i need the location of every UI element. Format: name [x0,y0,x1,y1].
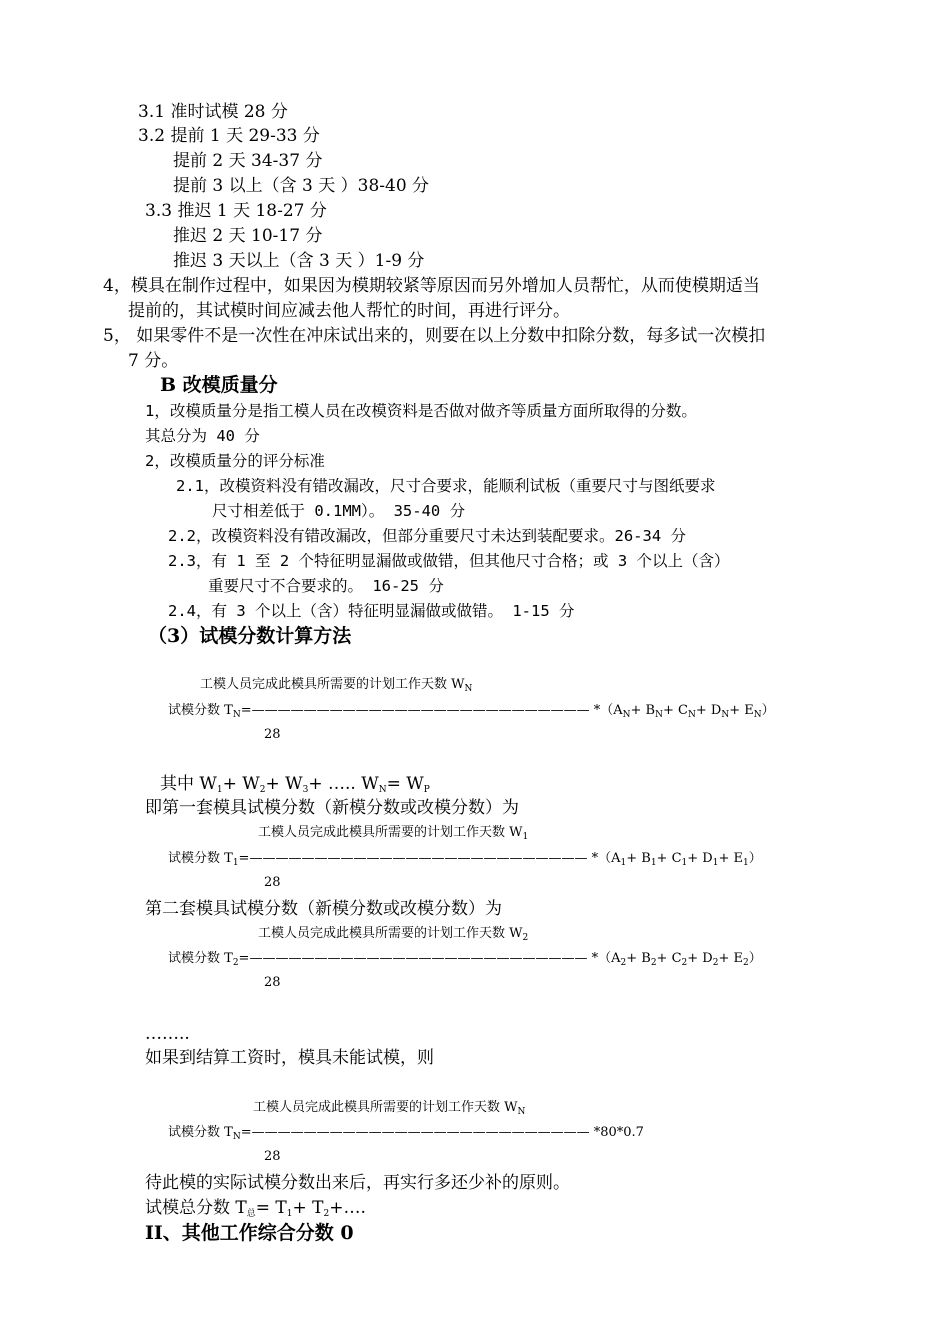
where-line: 其中 $W_1+ W_2+ W_3+$ ….. $W_N= W_P$ [160,774,430,795]
criteria-2-1-line1: 2.1，改模资料没有错改漏改，尺寸合要求，能顺利试板（重要尺寸与图纸要求 [176,477,716,495]
criteria-2-2: 2.2，改模资料没有错改漏改，但部分重要尺寸未达到装配要求。26-34 分 [168,527,686,545]
formula-n-body: 试模分数 $T_N=——————————————————————————$ $*(A_N+ B_N+ C_N+ D_N+ E_N)$ [168,703,775,720]
criteria-2-4: 2.4，有 3 个以上（含）特征明显漏做或做错。 1-15 分 [168,602,575,620]
criteria-2-3-line2: 重要尺寸不合要求的。 16-25 分 [208,577,444,595]
section-b-p1-line2: 其总分为 40 分 [145,427,260,445]
item-5-line1: 5， 如果零件不是一次性在冲床试出来的，则要在以上分数中扣除分数，每多试一次模扣 [103,326,766,346]
formula-1-body: 试模分数 $T_1=——————————————————————————$ $*(A_1+ B_1+ C_1+ D_1+ E_1)$ [168,851,762,868]
calc-method-heading: （3）试模分数计算方法 [148,625,352,647]
rule-3-2-b: 提前 2 天 34-37 分 [173,151,323,171]
rule-3-2: 3.2 提前 1 天 29-33 分 [138,126,320,146]
total-score-line: 试模总分数 $T_总= T_1+$ $T_2+\dots$. [145,1198,366,1219]
item-5-line2: 7 分。 [128,351,179,371]
formula-fixed-numerator: 工模人员完成此模具所需要的计划工作天数 $W_N$ [253,1100,526,1117]
formula-1-denominator: 28 [264,875,281,890]
rule-3-3: 3.3 推迟 1 天 18-27 分 [145,201,327,221]
item-4-line2: 提前的，其试模时间应减去他人帮忙的时间，再进行评分。 [128,301,570,321]
criteria-2-1-line2: 尺寸相差低于 0.1MM）。 35-40 分 [212,502,466,520]
section-b-heading: B 改模质量分 [160,374,278,396]
not-tried-line: 如果到结算工资时，模具未能试模，则 [145,1048,434,1068]
first-set-line: 即第一套模具试模分数（新模分数或改模分数）为 [145,798,519,818]
after-note: 待此模的实际试模分数出来后，再实行多还少补的原则。 [145,1173,570,1193]
formula-2-numerator: 工模人员完成此模具所需要的计划工作天数 $W_2$ [258,926,529,943]
section-b-p2: 2，改模质量分的评分标准 [145,452,325,470]
ellipsis: …….. [145,1024,190,1044]
criteria-2-3-line1: 2.3，有 1 至 2 个特征明显漏做或做错，但其他尺寸合格；或 3 个以上（含） [168,552,730,570]
formula-n-numerator: 工模人员完成此模具所需要的计划工作天数 $W_N$ [200,677,473,694]
rule-3-1: 3.1 准时试模 28 分 [138,102,288,122]
section-ii-heading: II、其他工作综合分数 0 [145,1222,354,1244]
formula-1-numerator: 工模人员完成此模具所需要的计划工作天数 $W_1$ [258,825,529,842]
formula-fixed-body: 试模分数 $T_N=——————————————————————————$ *80*0.7 [168,1125,644,1142]
formula-fixed-denominator: 28 [264,1149,281,1164]
section-b-p1-line1: 1，改模质量分是指工模人员在改模资料是否做对做齐等质量方面所取得的分数。 [145,402,697,420]
rule-3-3-c: 推迟 3 天以上（含 3 天 ）1-9 分 [173,251,425,271]
formula-2-body: 试模分数 $T_2=——————————————————————————$ $*(A_2+ B_2+ C_2+ D_2+ E_2)$ [168,951,762,968]
rule-3-3-b: 推迟 2 天 10-17 分 [173,226,323,246]
rule-3-2-c: 提前 3 以上（含 3 天 ）38-40 分 [173,176,430,196]
item-4-line1: 4，模具在制作过程中，如果因为模期较紧等原因而另外增加人员帮忙，从而使模期适当 [103,276,760,296]
second-set-line: 第二套模具试模分数（新模分数或改模分数）为 [145,899,502,919]
formula-2-denominator: 28 [264,975,281,990]
formula-n-denominator: 28 [264,727,281,742]
